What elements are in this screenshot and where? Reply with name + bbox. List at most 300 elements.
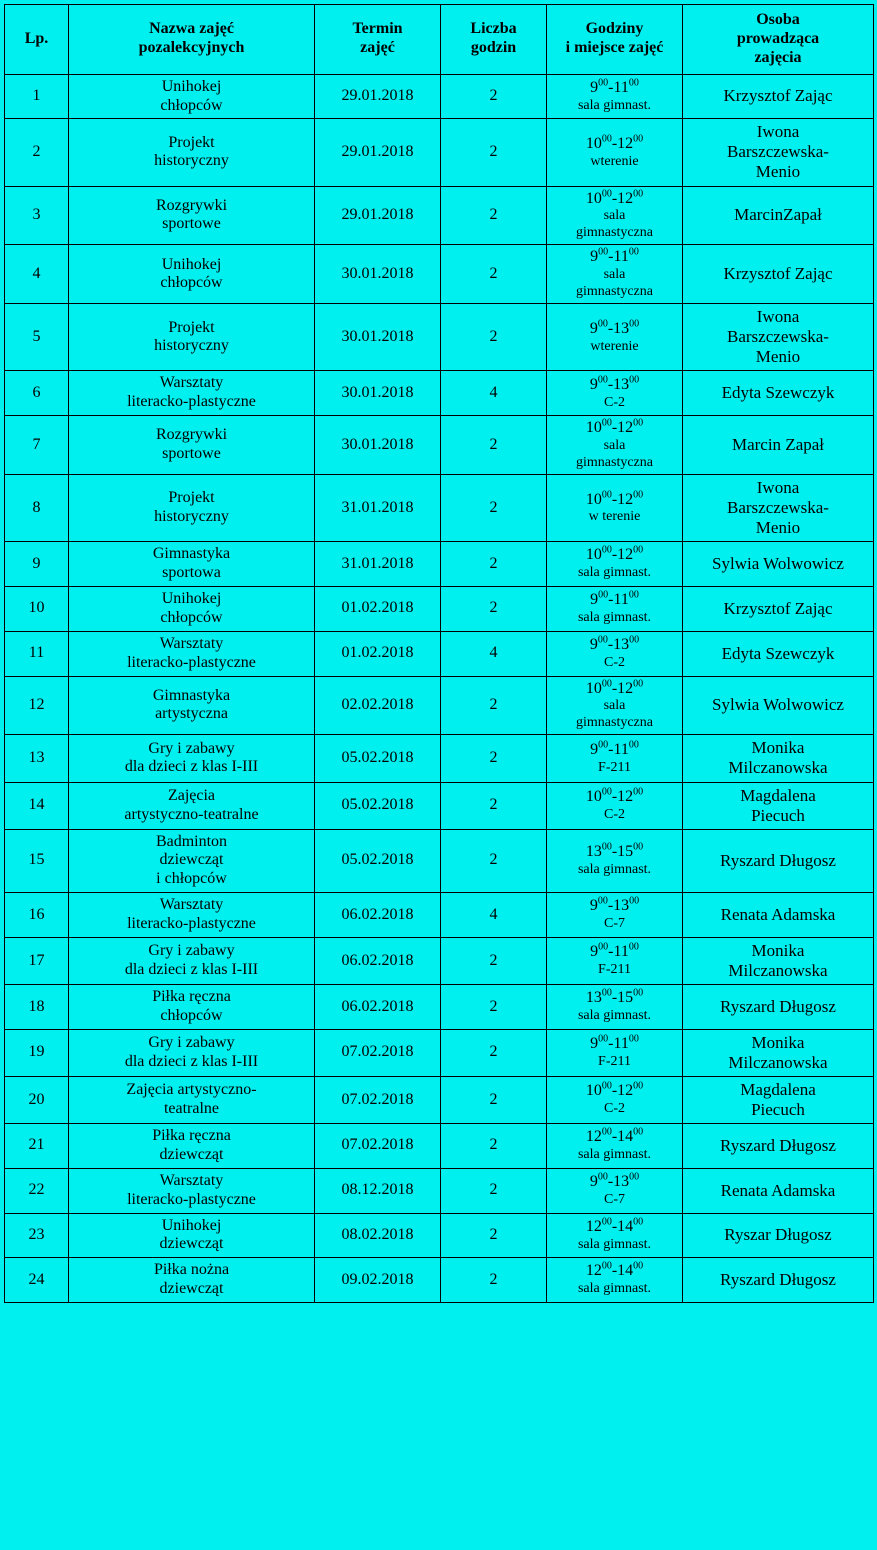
- table-row: [5, 782, 874, 829]
- table-row: [5, 1029, 874, 1076]
- time-end-minutes: 00: [628, 942, 639, 953]
- place-line: C-2: [604, 394, 625, 410]
- cell-date: 06.02.2018: [315, 985, 441, 1030]
- table-row: [5, 371, 874, 416]
- cell-lp: 12: [5, 676, 69, 735]
- activity-name-line: Projekt: [168, 489, 215, 507]
- activity-name-line: sportowa: [162, 564, 221, 582]
- time-start: 10: [585, 189, 602, 207]
- time-end-minutes: 00: [633, 987, 644, 999]
- document-page: [0, 4, 877, 1550]
- cell-lp: 1: [5, 74, 69, 119]
- time-end: 13: [613, 319, 630, 337]
- cell-date: 01.02.2018: [315, 587, 441, 632]
- activity-name-line: sportowe: [162, 215, 221, 233]
- cell-date: 29.01.2018: [315, 74, 441, 119]
- cell-instructor: [683, 676, 874, 735]
- activity-name-line: Warsztaty: [159, 1171, 224, 1189]
- cell-activity-name: [69, 1258, 315, 1303]
- cell-date: 06.02.2018: [315, 893, 441, 938]
- place-line: sala gimnast.: [577, 1008, 652, 1024]
- cell-lp: 22: [5, 1168, 69, 1213]
- time-end-minutes: 00: [629, 634, 640, 646]
- time-end-minutes: 00: [628, 739, 639, 751]
- time-range: $10^{00}-12^{00}$: [585, 545, 644, 564]
- time-end-minutes: 00: [633, 545, 644, 557]
- cell-lp: 16: [5, 893, 69, 938]
- time-start-minutes: 00: [598, 247, 609, 259]
- cell-hours-count: 2: [441, 1124, 547, 1169]
- place-line: sala gimnast.: [577, 1147, 652, 1163]
- activity-name-line: Warsztaty: [159, 896, 224, 914]
- time-start: 10: [585, 490, 602, 508]
- time-range: $13^{00}-15^{00}$: [585, 987, 644, 1007]
- activity-name-line: dziewcząt: [159, 851, 224, 869]
- time-range: $9^{00}-11^{00}$: [590, 1033, 639, 1053]
- column-header-instructor: [683, 5, 874, 75]
- cell-time-place: [547, 1076, 683, 1123]
- cell-date: 31.01.2018: [315, 542, 441, 587]
- instructor-line: Monika: [751, 738, 805, 758]
- cell-instructor: [683, 1168, 874, 1213]
- cell-date: 02.02.2018: [315, 676, 441, 735]
- time-end-minutes: 00: [633, 841, 644, 853]
- time-end: 11: [613, 740, 629, 758]
- time-start-minutes: 00: [598, 1033, 609, 1045]
- instructor-line: Ryszard Długosz: [720, 850, 836, 870]
- cell-instructor: [683, 631, 874, 676]
- time-start: 9: [589, 319, 598, 337]
- instructor-line: Krzysztof Zając: [723, 264, 833, 284]
- time-range: $9^{00}-11^{00}$: [590, 589, 639, 609]
- activity-name-line: chłopców: [160, 274, 223, 292]
- time-start-minutes: 00: [601, 1216, 612, 1228]
- time-start-minutes: 00: [601, 987, 612, 999]
- column-header-lp-label: Lp.: [24, 29, 49, 47]
- time-range: $9^{00}-13^{00}$: [589, 1171, 640, 1190]
- cell-lp: 4: [5, 245, 69, 304]
- activity-name-line: dla dzieci z klas I-III: [124, 1052, 259, 1070]
- cell-date: 05.02.2018: [315, 829, 441, 893]
- column-header-activity-name-line2: pozalekcyjnych: [138, 39, 245, 57]
- time-range: $9^{00}-11^{00}$: [590, 77, 639, 96]
- cell-date: 29.01.2018: [315, 186, 441, 245]
- time-start: 12: [585, 1217, 602, 1235]
- cell-date: 07.02.2018: [315, 1076, 441, 1123]
- activity-name-line: Piłka ręczna: [152, 988, 231, 1006]
- place-line: sala gimnast.: [577, 97, 652, 113]
- cell-lp: 17: [5, 937, 69, 984]
- instructor-line: Milczanowska: [728, 1052, 828, 1072]
- time-start-minutes: 00: [598, 589, 609, 601]
- cell-date: 30.01.2018: [315, 304, 441, 371]
- table-body: [5, 74, 874, 1302]
- time-range: $10^{00}-12^{00}$: [585, 188, 644, 207]
- place-line: wterenie: [590, 338, 639, 354]
- activity-name-line: literacko-plastyczne: [127, 393, 256, 411]
- cell-lp: 23: [5, 1213, 69, 1258]
- activity-name-line: Badminton: [155, 832, 228, 850]
- column-header-time-place-line1: Godziny: [585, 20, 644, 38]
- time-range: $9^{00}-11^{00}$: [590, 247, 639, 266]
- activity-name-line: dla dzieci z klas I-III: [124, 758, 259, 776]
- place-line: F-211: [598, 962, 631, 978]
- time-start: 10: [585, 134, 602, 152]
- cell-date: 06.02.2018: [315, 937, 441, 984]
- time-start: 9: [589, 375, 598, 393]
- cell-lp: 2: [5, 119, 69, 186]
- time-start-minutes: 00: [601, 417, 612, 429]
- time-end: 12: [617, 490, 634, 508]
- cell-hours-count: 2: [441, 985, 547, 1030]
- activity-name-line: artystyczna: [155, 705, 228, 723]
- instructor-line: Barszczewska-: [727, 498, 829, 518]
- cell-hours-count: 2: [441, 416, 547, 475]
- cell-date: 29.01.2018: [315, 119, 441, 186]
- cell-hours-count: 2: [441, 829, 547, 893]
- cell-hours-count: 2: [441, 74, 547, 119]
- place-line: gimnastyczna: [576, 224, 653, 240]
- cell-hours-count: 4: [441, 893, 547, 938]
- time-end: 12: [617, 419, 634, 437]
- time-start-minutes: 00: [597, 896, 608, 908]
- instructor-line: Ryszard Długosz: [720, 1270, 836, 1290]
- table-row: [5, 542, 874, 587]
- time-end: 11: [613, 78, 629, 96]
- instructor-line: Ryszard Długosz: [720, 1135, 836, 1155]
- cell-lp: 21: [5, 1124, 69, 1169]
- activity-name-line: i chłopców: [156, 870, 227, 888]
- cell-lp: 15: [5, 829, 69, 893]
- cell-activity-name: [69, 416, 315, 475]
- cell-date: 01.02.2018: [315, 631, 441, 676]
- time-end: 11: [613, 943, 629, 961]
- activity-name-line: Projekt: [168, 133, 215, 151]
- time-start-minutes: 00: [598, 942, 609, 953]
- cell-hours-count: 2: [441, 1076, 547, 1123]
- table-row: [5, 587, 874, 632]
- cell-instructor: [683, 782, 874, 829]
- activity-name-line: Rozgrywki: [155, 196, 228, 214]
- time-end: 12: [617, 134, 634, 152]
- table-row: [5, 475, 874, 542]
- time-end: 13: [613, 635, 630, 653]
- time-end: 15: [617, 989, 634, 1007]
- activity-name-line: Gry i zabawy: [148, 739, 235, 757]
- cell-instructor: [683, 829, 874, 893]
- time-start-minutes: 00: [601, 1080, 612, 1092]
- column-header-time-place-line2: i miejsce zajęć: [565, 39, 664, 57]
- time-range: $9^{00}-13^{00}$: [589, 896, 640, 915]
- cell-hours-count: 2: [441, 542, 547, 587]
- time-start-minutes: 00: [601, 545, 612, 557]
- place-line: gimnastyczna: [576, 714, 653, 730]
- instructor-line: Sylwia Wolwowicz: [712, 695, 844, 715]
- table-row: [5, 304, 874, 371]
- column-header-activity-name-line1: Nazwa zajęć: [149, 20, 234, 38]
- activity-name-line: artystyczno-teatralne: [124, 805, 259, 823]
- time-end: 14: [617, 1217, 634, 1235]
- activity-name-line: Warsztaty: [159, 374, 224, 392]
- cell-activity-name: [69, 74, 315, 119]
- cell-date: 08.12.2018: [315, 1168, 441, 1213]
- activity-name-line: literacko-plastyczne: [127, 1190, 256, 1208]
- time-end-minutes: 00: [633, 786, 644, 798]
- instructor-line: Piecuch: [751, 805, 805, 825]
- activity-name-line: historyczny: [154, 337, 229, 355]
- time-end: 15: [617, 843, 634, 861]
- cell-activity-name: [69, 186, 315, 245]
- table-row: [5, 1213, 874, 1258]
- instructor-line: Renata Adamska: [720, 905, 836, 925]
- activity-name-line: sportowe: [162, 445, 221, 463]
- time-range: $9^{00}-13^{00}$: [589, 374, 640, 393]
- time-start: 10: [585, 679, 602, 697]
- time-end: 11: [613, 1035, 629, 1053]
- table-row: [5, 74, 874, 119]
- column-header-instructor-line3: zajęcia: [754, 48, 802, 66]
- instructor-line: Monika: [751, 1032, 805, 1052]
- activity-name-line: dziewcząt: [159, 1145, 224, 1163]
- instructor-line: Edyta Szewczyk: [721, 643, 835, 663]
- table-row: [5, 186, 874, 245]
- cell-time-place: [547, 245, 683, 304]
- cell-time-place: [547, 1124, 683, 1169]
- table-row: [5, 1076, 874, 1123]
- cell-hours-count: 2: [441, 304, 547, 371]
- time-start-minutes: 00: [597, 318, 608, 330]
- cell-time-place: [547, 304, 683, 371]
- time-range: $9^{00}-11^{00}$: [590, 739, 639, 758]
- time-end-minutes: 00: [633, 1080, 644, 1092]
- table-header-row: [5, 5, 874, 75]
- column-header-date-line1: Termin: [352, 20, 403, 38]
- time-start-minutes: 00: [597, 634, 608, 646]
- cell-instructor: [683, 985, 874, 1030]
- time-end: 13: [613, 1172, 630, 1190]
- time-start: 10: [585, 546, 602, 564]
- place-line: wterenie: [590, 153, 639, 169]
- instructor-line: Menio: [755, 347, 801, 367]
- cell-lp: 11: [5, 631, 69, 676]
- instructor-line: Edyta Szewczyk: [721, 383, 835, 403]
- time-start: 12: [585, 1128, 602, 1146]
- instructor-line: Milczanowska: [728, 758, 828, 778]
- cell-hours-count: 2: [441, 475, 547, 542]
- cell-date: 30.01.2018: [315, 245, 441, 304]
- cell-instructor: [683, 186, 874, 245]
- cell-date: 07.02.2018: [315, 1124, 441, 1169]
- time-range: $9^{00}-13^{00}$: [589, 318, 640, 337]
- cell-hours-count: 2: [441, 1029, 547, 1076]
- cell-date: 30.01.2018: [315, 371, 441, 416]
- time-end: 14: [617, 1128, 634, 1146]
- activity-name-line: chłopców: [160, 1006, 223, 1024]
- place-line: sala gimnast.: [577, 862, 652, 878]
- cell-lp: 8: [5, 475, 69, 542]
- cell-instructor: [683, 304, 874, 371]
- time-end: 14: [617, 1262, 634, 1280]
- place-line: sala: [603, 267, 626, 283]
- place-line: C-7: [604, 1191, 625, 1207]
- table-row: [5, 1124, 874, 1169]
- place-line: sala gimnast.: [577, 1236, 652, 1252]
- table-row: [5, 829, 874, 893]
- cell-hours-count: 2: [441, 1258, 547, 1303]
- activity-name-line: Rozgrywki: [155, 426, 228, 444]
- cell-time-place: [547, 893, 683, 938]
- cell-date: 09.02.2018: [315, 1258, 441, 1303]
- table-row: [5, 735, 874, 782]
- table-row: [5, 937, 874, 984]
- time-start: 10: [585, 787, 602, 805]
- cell-time-place: [547, 985, 683, 1030]
- time-start-minutes: 00: [598, 77, 609, 89]
- cell-hours-count: 4: [441, 631, 547, 676]
- extracurricular-schedule-table: [4, 4, 874, 1303]
- time-range: $10^{00}-12^{00}$: [585, 133, 644, 152]
- cell-lp: 6: [5, 371, 69, 416]
- table-row: [5, 245, 874, 304]
- instructor-line: Marcin Zapał: [731, 435, 825, 455]
- time-start: 9: [589, 1172, 598, 1190]
- cell-lp: 10: [5, 587, 69, 632]
- activity-name-line: dziewcząt: [159, 1280, 224, 1298]
- activity-name-line: literacko-plastyczne: [127, 915, 256, 933]
- cell-hours-count: 2: [441, 676, 547, 735]
- time-start: 10: [585, 1082, 602, 1100]
- instructor-line: Ryszard Długosz: [720, 996, 836, 1016]
- cell-time-place: [547, 1029, 683, 1076]
- cell-activity-name: [69, 587, 315, 632]
- cell-date: 05.02.2018: [315, 735, 441, 782]
- cell-activity-name: [69, 631, 315, 676]
- instructor-line: Sylwia Wolwowicz: [712, 554, 844, 574]
- cell-lp: 9: [5, 542, 69, 587]
- cell-instructor: [683, 542, 874, 587]
- place-line: F-211: [598, 759, 631, 775]
- cell-time-place: [547, 416, 683, 475]
- column-header-date-line2: zajęć: [360, 39, 395, 57]
- column-header-date: [315, 5, 441, 75]
- cell-time-place: [547, 676, 683, 735]
- activity-name-line: historyczny: [154, 508, 229, 526]
- cell-activity-name: [69, 475, 315, 542]
- time-start-minutes: 00: [601, 1261, 612, 1273]
- time-end-minutes: 00: [628, 589, 639, 601]
- time-start: 9: [590, 943, 599, 961]
- cell-activity-name: [69, 542, 315, 587]
- time-start-minutes: 00: [601, 786, 612, 798]
- column-header-hours-count-line1: Liczba: [470, 20, 517, 38]
- time-start: 9: [589, 635, 598, 653]
- cell-activity-name: [69, 245, 315, 304]
- time-start-minutes: 00: [597, 374, 608, 386]
- cell-lp: 5: [5, 304, 69, 371]
- time-range: $10^{00}-12^{00}$: [585, 786, 644, 805]
- time-end-minutes: 00: [633, 188, 644, 200]
- time-start-minutes: 00: [601, 489, 612, 501]
- cell-activity-name: [69, 304, 315, 371]
- time-start-minutes: 00: [597, 1171, 608, 1183]
- place-line: sala gimnast.: [577, 610, 652, 626]
- cell-date: 08.02.2018: [315, 1213, 441, 1258]
- activity-name-line: Zajęcia artystyczno-: [126, 1081, 257, 1099]
- activity-name-line: chłopców: [160, 96, 223, 114]
- cell-hours-count: 2: [441, 937, 547, 984]
- place-line: w terenie: [588, 509, 641, 525]
- cell-instructor: [683, 735, 874, 782]
- time-end-minutes: 00: [633, 1216, 644, 1228]
- place-line: sala gimnast.: [577, 1281, 652, 1297]
- time-end-minutes: 00: [628, 77, 639, 89]
- cell-hours-count: 2: [441, 186, 547, 245]
- instructor-line: Milczanowska: [728, 961, 828, 981]
- cell-time-place: [547, 371, 683, 416]
- cell-instructor: [683, 416, 874, 475]
- cell-date: 30.01.2018: [315, 416, 441, 475]
- time-end: 11: [613, 591, 629, 609]
- activity-name-line: Warsztaty: [159, 634, 224, 652]
- table-header: [5, 5, 874, 75]
- time-start: 9: [590, 248, 599, 266]
- activity-name-line: Gry i zabawy: [148, 942, 235, 960]
- cell-activity-name: [69, 371, 315, 416]
- cell-instructor: [683, 74, 874, 119]
- place-line: gimnastyczna: [576, 283, 653, 299]
- time-range: $10^{00}-12^{00}$: [585, 678, 644, 697]
- instructor-line: Iwona: [756, 307, 800, 327]
- cell-lp: 3: [5, 186, 69, 245]
- cell-activity-name: [69, 1029, 315, 1076]
- column-header-hours-count-line2: godzin: [470, 39, 517, 57]
- column-header-hours-count: [441, 5, 547, 75]
- cell-hours-count: 2: [441, 119, 547, 186]
- cell-lp: 24: [5, 1258, 69, 1303]
- cell-time-place: [547, 829, 683, 893]
- table-row: [5, 1168, 874, 1213]
- instructor-line: MarcinZapał: [734, 205, 822, 225]
- cell-hours-count: 2: [441, 245, 547, 304]
- cell-activity-name: [69, 829, 315, 893]
- place-line: C-2: [604, 654, 625, 670]
- cell-time-place: [547, 542, 683, 587]
- activity-name-line: Projekt: [168, 318, 215, 336]
- time-end-minutes: 00: [628, 1033, 639, 1045]
- activity-name-line: Gry i zabawy: [148, 1034, 235, 1051]
- cell-lp: 13: [5, 735, 69, 782]
- cell-time-place: [547, 119, 683, 186]
- instructor-line: Barszczewska-: [727, 327, 829, 347]
- instructor-line: Iwona: [756, 478, 800, 498]
- cell-instructor: [683, 893, 874, 938]
- activity-name-line: teatralne: [163, 1099, 220, 1117]
- time-end: 13: [613, 375, 630, 393]
- time-end: 11: [613, 248, 629, 266]
- time-start: 10: [585, 419, 602, 437]
- time-range: $13^{00}-15^{00}$: [585, 841, 644, 861]
- instructor-line: Renata Adamska: [720, 1180, 836, 1200]
- cell-instructor: [683, 475, 874, 542]
- time-range: $10^{00}-12^{00}$: [585, 417, 644, 437]
- cell-instructor: [683, 1076, 874, 1123]
- cell-hours-count: 2: [441, 587, 547, 632]
- place-line: gimnastyczna: [576, 454, 653, 470]
- cell-time-place: [547, 1258, 683, 1303]
- cell-hours-count: 4: [441, 371, 547, 416]
- cell-hours-count: 2: [441, 735, 547, 782]
- activity-name-line: Unihokej: [161, 77, 222, 95]
